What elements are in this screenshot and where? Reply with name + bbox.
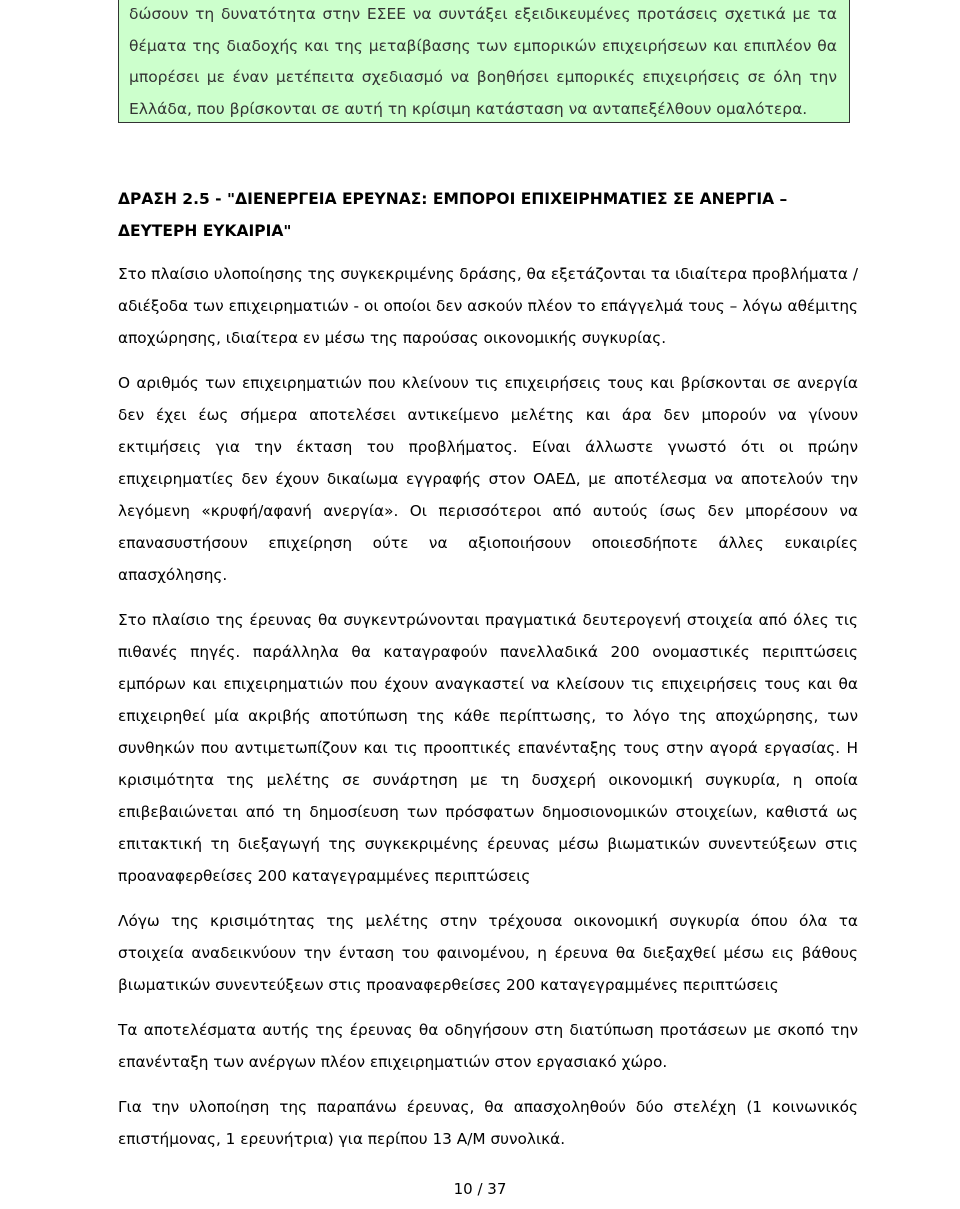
paragraph-2: Ο αριθμός των επιχειρηματιών που κλείνουν τις επιχειρήσεις τους και βρίσκονται σε ανεργία δεν έχει έως σήμερα αποτελέσει αντικείμενο μελέτης και άρα δεν μπορούν να γίνουν εκτιμήσεις για την έκταση του προβλήματος. Είναι άλλωστε γνωστό ότι οι πρώην επιχειρηματίες δεν έχουν δικαίωμα εγγραφής στον ΟΑΕΔ, με αποτέλεσμα να αποτελούν την λεγόμενη «κρυφή/αφανή ανεργία». Οι περισσότεροι από αυτούς ίσως δεν μπορέσουν να επανασυστήσουν επιχείρηση ούτε να αξιοποιήσουν οποιεσδήποτε άλλες ευκαιρίες απασχόλησης. — [118, 374, 858, 584]
paragraph-6: Για την υλοποίηση της παραπάνω έρευνας, θα απασχοληθούν δύο στελέχη (1 κοινωνικός επιστήμονας, 1 ερευνήτρια) για περίπου 13 Α/Μ συνολικά. — [118, 1098, 858, 1148]
highlighted-paragraph: δώσουν τη δυνατότητα στην ΕΣΕΕ να συντάξει εξειδικευμένες προτάσεις σχετικά με τα θέματα της διαδοχής και της μεταβίβασης των εμπορικών επιχειρήσεων και επιπλέον θα μπορέσει με έναν μετέπειτα σχεδιασμό να βοηθήσει εμπορικές επιχειρήσεις σε όλη την Ελλάδα, που βρίσκονται σε αυτή τη κρίσιμη κατάσταση να ανταπεξέλθουν ομαλότερα. — [129, 5, 837, 118]
page-number: 10 / 37 — [453, 1180, 507, 1198]
paragraph-5: Τα αποτελέσματα αυτής της έρευνας θα οδηγήσουν στη διατύπωση προτάσεων με σκοπό την επανένταξη των ανέργων πλέον επιχειρηματιών στον εργασιακό χώρο. — [118, 1021, 858, 1071]
paragraph-1: Στο πλαίσιο υλοποίησης της συγκεκριμένης δράσης, θα εξετάζονται τα ιδιαίτερα προβλήματα / αδιέξοδα των επιχειρηματιών - οι οποίοι δεν ασκούν πλέον το επάγγελμά τους – λόγω αθέμιτης αποχώρησης, ιδιαίτερα εν μέσω της παρούσας οικονομικής συγκυρίας. — [118, 265, 858, 347]
section-body — [118, 258, 858, 1168]
paragraph-4: Λόγω της κρισιμότητας της μελέτης στην τρέχουσα οικονομική συγκυρία όπου όλα τα στοιχεία αναδεικνύουν την ένταση του φαινομένου, η έρευνα θα διεξαχθεί μέσω εις βάθους βιωματικών συνεντεύξεων στις προαναφερθείσες 200 καταγεγραμμένες περιπτώσεις — [118, 912, 858, 994]
section-heading: ΔΡΑΣΗ 2.5 - "ΔΙΕΝΕΡΓΕΙΑ ΕΡΕΥΝΑΣ: ΕΜΠΟΡΟΙ ΕΠΙΧΕΙΡΗΜΑΤΙΕΣ ΣΕ ΑΝΕΡΓΙΑ – ΔΕΥΤΕΡΗ ΕΥΚΑΙΡΙΑ" — [118, 190, 788, 240]
highlighted-text-box — [118, 0, 850, 123]
paragraph-3: Στο πλαίσιο της έρευνας θα συγκεντρώνονται πραγματικά δευτερογενή στοιχεία από όλες τις πιθανές πηγές. παράλληλα θα καταγραφούν πανελλαδικά 200 ονομαστικές περιπτώσεις εμπόρων και επιχειρηματιών που έχουν αναγκαστεί να κλείσουν τις επιχειρήσεις τους και θα επιχειρηθεί μία ακριβής αποτύπωση της κάθε περίπτωσης, το λόγο της αποχώρησης, των συνθηκών που αντιμετωπίζουν και τις προοπτικές επανένταξης τους στην αγορά εργασίας. Η κρισιμότητα της μελέτης σε συνάρτηση με τη δυσχερή οικονομική συγκυρία, η οποία επιβεβαιώνεται από τη δημοσίευση των πρόσφατων δημοσιονομικών στοιχείων, καθιστά ως επιτακτική τη διεξαγωγή της συγκεκριμένης έρευνας μέσω βιωματικών συνεντεύξεων στις προαναφερθείσες 200 καταγεγραμμένες περιπτώσεις — [118, 611, 858, 885]
page-footer — [0, 1177, 960, 1201]
